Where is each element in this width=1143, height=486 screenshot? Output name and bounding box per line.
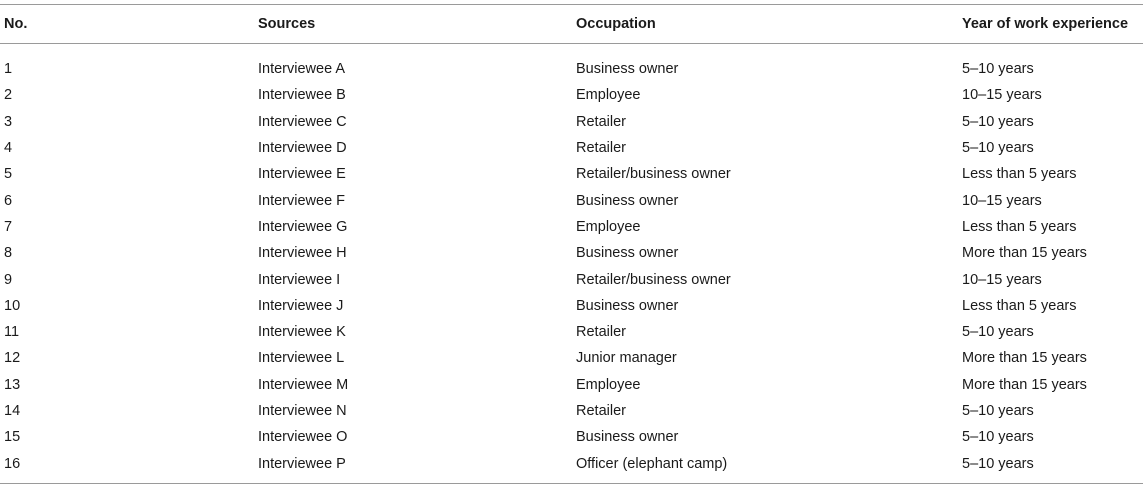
cell-source: Interviewee O <box>258 429 348 446</box>
cell-no: 5 <box>4 166 13 183</box>
cell-no: 12 <box>4 350 21 367</box>
cell-occupation: Retailer/business owner <box>576 166 731 183</box>
cell-source: Interviewee M <box>258 376 349 393</box>
cell-no: 15 <box>4 429 21 446</box>
cell-work-experience: 10–15 years <box>962 271 1042 288</box>
table-row <box>0 398 1143 424</box>
cell-occupation: Retailer <box>576 113 626 130</box>
cell-no: 6 <box>4 192 13 209</box>
table-row <box>0 161 1143 187</box>
cell-no: 9 <box>4 271 13 288</box>
cell-occupation: Retailer <box>576 140 626 157</box>
cell-no: 11 <box>4 324 20 341</box>
cell-work-experience: More than 15 years <box>962 376 1087 393</box>
cell-occupation: Officer (elephant camp) <box>576 455 728 472</box>
cell-occupation: Business owner <box>576 245 679 262</box>
cell-no: 10 <box>4 297 21 314</box>
cell-no: 1 <box>4 61 13 78</box>
cell-source: Interviewee H <box>258 245 347 262</box>
cell-no: 14 <box>4 403 21 419</box>
cell-source: Interviewee N <box>258 403 347 419</box>
table-row <box>0 345 1143 371</box>
cell-occupation: Junior manager <box>576 350 677 367</box>
cell-source: Interviewee G <box>258 218 348 235</box>
interviewee-table-container <box>0 4 1143 484</box>
table-row <box>0 214 1143 240</box>
cell-occupation: Business owner <box>576 61 679 78</box>
cell-source: Interviewee B <box>258 87 346 104</box>
table-row <box>0 424 1143 450</box>
cell-occupation: Business owner <box>576 297 679 314</box>
table-row <box>0 293 1143 319</box>
cell-source: Interviewee P <box>258 455 346 472</box>
cell-work-experience: 5–10 years <box>962 61 1034 78</box>
table-row <box>0 450 1143 483</box>
header-row <box>0 5 1143 44</box>
cell-occupation: Employee <box>576 376 641 393</box>
header-no: No. <box>4 16 28 32</box>
cell-occupation: Employee <box>576 218 641 235</box>
cell-source: Interviewee L <box>258 350 345 367</box>
cell-occupation: Retailer/business owner <box>576 271 731 288</box>
cell-work-experience: 5–10 years <box>962 429 1034 446</box>
cell-source: Interviewee E <box>258 166 346 183</box>
cell-no: 7 <box>4 218 13 235</box>
table-row <box>0 44 1143 83</box>
table-header <box>0 5 1143 44</box>
cell-source: Interviewee D <box>258 140 347 157</box>
cell-no: 2 <box>4 87 13 104</box>
cell-source: Interviewee F <box>258 192 346 209</box>
table-row <box>0 187 1143 213</box>
cell-work-experience: 5–10 years <box>962 140 1034 157</box>
cell-work-experience: Less than 5 years <box>962 218 1077 235</box>
cell-work-experience: More than 15 years <box>962 350 1087 367</box>
cell-source: Interviewee J <box>258 297 344 314</box>
cell-work-experience: 5–10 years <box>962 455 1034 472</box>
cell-no: 4 <box>4 140 13 157</box>
cell-no: 3 <box>4 113 13 130</box>
cell-work-experience: 5–10 years <box>962 403 1034 419</box>
cell-occupation: Business owner <box>576 192 679 209</box>
cell-work-experience: 5–10 years <box>962 113 1034 130</box>
header-sources: Sources <box>258 16 316 32</box>
cell-work-experience: Less than 5 years <box>962 166 1077 183</box>
cell-occupation: Employee <box>576 87 641 104</box>
table-row <box>0 109 1143 135</box>
cell-source: Interviewee A <box>258 61 346 78</box>
cell-no: 13 <box>4 376 21 393</box>
cell-work-experience: 5–10 years <box>962 324 1034 341</box>
cell-work-experience: Less than 5 years <box>962 297 1077 314</box>
cell-no: 8 <box>4 245 13 262</box>
cell-occupation: Retailer <box>576 403 626 419</box>
header-occupation: Occupation <box>576 16 656 32</box>
cell-source: Interviewee C <box>258 113 347 130</box>
table-row <box>0 372 1143 398</box>
interviewee-table <box>0 4 1143 484</box>
cell-occupation: Business owner <box>576 429 679 446</box>
cell-occupation: Retailer <box>576 324 626 341</box>
cell-work-experience: More than 15 years <box>962 245 1087 262</box>
table-row <box>0 319 1143 345</box>
table-row <box>0 135 1143 161</box>
cell-work-experience: 10–15 years <box>962 87 1042 104</box>
table-row <box>0 82 1143 108</box>
cell-work-experience: 10–15 years <box>962 192 1042 209</box>
header-work-experience: Year of work experience <box>962 16 1129 32</box>
cell-no: 16 <box>4 455 21 472</box>
cell-source: Interviewee I <box>258 271 341 288</box>
cell-source: Interviewee K <box>258 324 346 341</box>
table-body <box>0 44 1143 484</box>
table-row <box>0 266 1143 292</box>
table-row <box>0 240 1143 266</box>
